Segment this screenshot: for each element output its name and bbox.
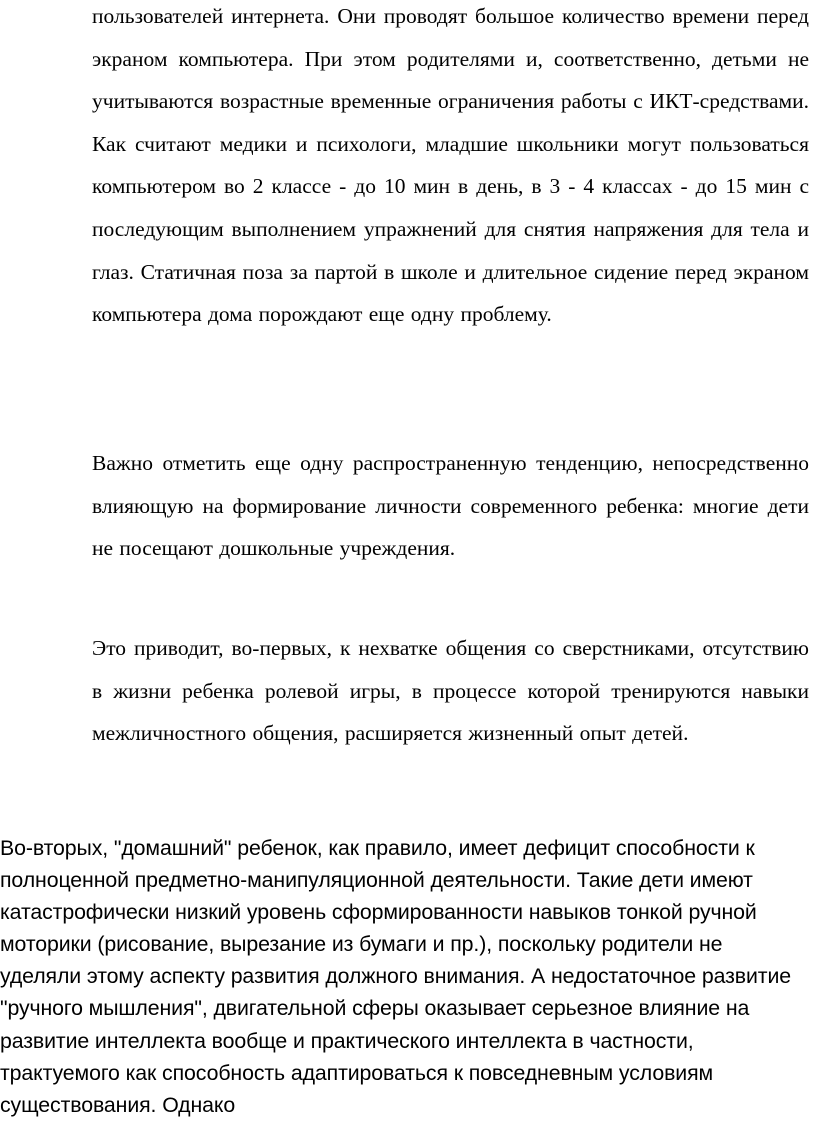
paragraph-peer-communication: Это приводит, во-первых, к нехватке общения со сверстниками, отсутствию в жизни ребенка ролевой игры, в процессе которой тренируются навыки межличностного общения, расширяется жизненный опыт детей. [92,636,809,746]
paragraph-screen-time: пользователей интернета. Они проводят большое количество времени перед экраном компьютера. При этом родителями и, соответственно, детьми не учитываются возрастные временные ограничения работы с ИКТ-средствами. Как считают медики и психологи, младшие школьники могут пользоваться компьютером во 2 классе - до 10 мин в день, в 3 - 4 классах - до 15 мин с последующим выполнением упражнений для снятия напряжения для тела и глаз. Статичная поза за партой в школе и длительное сидение перед экраном компьютера дома порождают еще одну проблему. [92,4,809,327]
paragraph-manual-skills: Во-вторых, "домашний" ребенок, как правило, имеет дефицит способности к полноценной предметно-манипуляционной деятельности. Такие дети имеют катастрофически низкий уровень сформированности навыков тонкой ручной моторики (рисование, вырезание из бумаги и пр.), поскольку родители не уделяли этому аспекту развития должного внимания. А недостаточное развитие "ручного мышления", двигательной сферы оказывает серьезное влияние на развитие интеллекта вообще и практического интеллекта в частности, трактуемого как способность адаптироваться к повседневным условиям существования. Однако [0,836,791,1117]
paragraph-preschool-trend: Важно отметить еще одну распространенную тенденцию, непосредственно влияющую на формирование личности современного ребенка: многие дети не посещают дошкольные учреждения. [92,451,809,561]
